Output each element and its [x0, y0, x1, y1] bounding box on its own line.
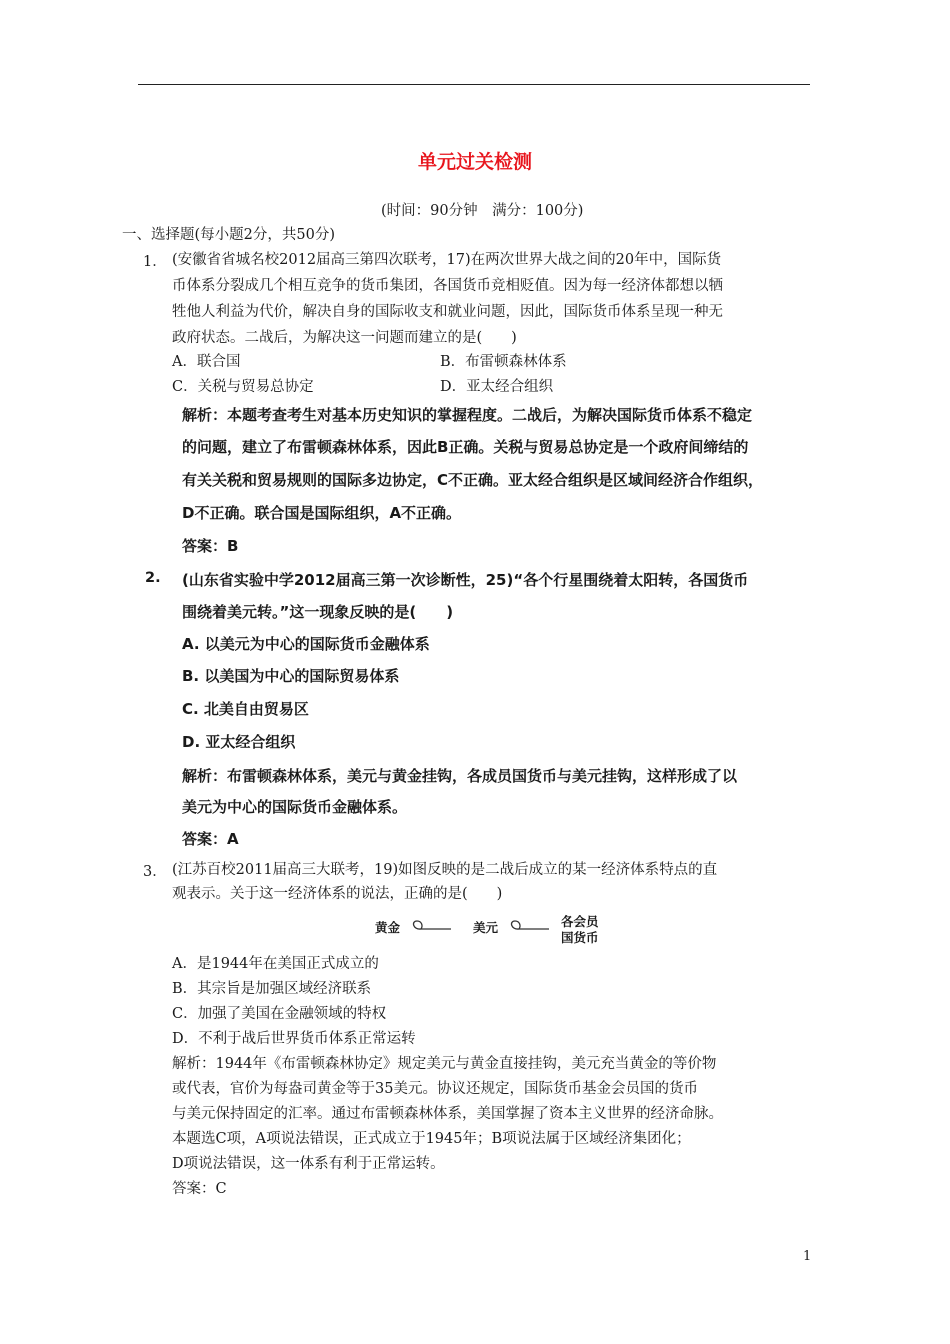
currency-peg-diagram: [375, 912, 615, 946]
question-stem-line: 政府状态。二战后，为解决这一问题而建立的是( ): [172, 330, 517, 346]
answer: 答案：B: [182, 537, 239, 555]
exam-meta: (时间：90分钟 满分：100分): [381, 203, 584, 219]
option-d: D．亚太经合组织: [440, 379, 554, 395]
diagram-dollar-label: 美元: [473, 920, 499, 935]
analysis-line: 解析：本题考查考生对基本历史知识的掌握程度。二战后，为解决国际货币体系不稳定: [182, 406, 753, 424]
analysis-line: 的问题，建立了布雷顿森林体系，因此B正确。关税与贸易总协定是一个政府间缔结的: [182, 438, 749, 456]
diagram-members-label: 各会员: [561, 914, 599, 929]
option-b: B．其宗旨是加强区域经济联系: [172, 981, 372, 997]
option-d: D. 亚太经合组织: [182, 733, 296, 751]
question-stem-line: 牲他人利益为代价，解决自身的国际收支和就业问题，因此，国际货币体系呈现一种无: [172, 304, 723, 320]
question-stem-line: 观表示。关于这一经济体系的说法，正确的是( ): [172, 886, 503, 902]
analysis-line: 有关关税和贸易规则的国际多边协定，C不正确。亚太经合组织是区域间经济合作组织，: [182, 471, 764, 489]
answer: 答案：C: [172, 1181, 227, 1197]
option-c: C．加强了美国在金融领域的特权: [172, 1006, 387, 1022]
option-a: A．联合国: [172, 354, 241, 370]
option-d: D．不利于战后世界货币体系正常运转: [172, 1031, 416, 1047]
diagram-gold-label: 黄金: [375, 920, 401, 935]
analysis-line: 或代表，官价为每盎司黄金等于35美元。协议还规定，国际货币基金会员国的货币: [172, 1081, 698, 1097]
question-number: 2.: [145, 570, 161, 586]
analysis-line: D不正确。联合国是国际组织，A不正确。: [182, 504, 462, 522]
question-stem-line: (山东省实验中学2012届高三第一次诊断性，25)“各个行星围绕着太阳转，各国货币: [182, 571, 749, 589]
analysis-line: 本题选C项，A项说法错误，正式成立于1945年；B项说法属于区域经济集团化；: [172, 1131, 691, 1147]
option-a: A. 以美元为中心的国际货币金融体系: [182, 635, 430, 653]
page-title: 单元过关检测: [417, 151, 532, 173]
diagram-members-label: 国货币: [561, 930, 599, 945]
analysis-line: 解析：布雷顿森林体系，美元与黄金挂钩，各成员国货币与美元挂钩，这样形成了以: [182, 767, 738, 785]
option-c: C．关税与贸易总协定: [172, 379, 314, 395]
analysis-line: 美元为中心的国际货币金融体系。: [182, 798, 408, 816]
option-b: B．布雷顿森林体系: [440, 354, 567, 370]
page-number: 1: [803, 1249, 812, 1264]
analysis-line: 与美元保持固定的汇率。通过布雷顿森林体系，美国掌握了资本主义世界的经济命脉。: [172, 1106, 723, 1122]
analysis-line: 解析：1944年《布雷顿森林协定》规定美元与黄金直接挂钩，美元充当黄金的等价物: [172, 1056, 717, 1072]
analysis-line: D项说法错误，这一体系有利于正常运转。: [172, 1156, 445, 1172]
header-rule: [138, 84, 810, 85]
option-a: A．是1944年在美国正式成立的: [172, 956, 379, 972]
option-c: C. 北美自由贸易区: [182, 700, 309, 718]
answer: 答案：A: [182, 830, 239, 848]
question-stem-line: 币体系分裂成几个相互竞争的货币集团，各国货币竞相贬值。因为每一经济体都想以牺: [172, 278, 723, 294]
link-hook-icon: [407, 918, 453, 934]
question-stem-line: 围绕着美元转。”这一现象反映的是( ): [182, 603, 454, 621]
question-stem-line: (江苏百校2011届高三大联考，19)如图反映的是二战后成立的某一经济体系特点的直: [172, 862, 718, 878]
question-stem-line: (安徽省省城名校2012届高三第四次联考，17)在两次世界大战之间的20年中，国际货: [172, 252, 722, 268]
question-number: 1．: [143, 254, 167, 270]
link-hook-icon: [505, 918, 551, 934]
section-heading: 一、选择题(每小题2分，共50分): [122, 227, 335, 243]
question-number: 3．: [143, 864, 167, 880]
option-b: B. 以美国为中心的国际贸易体系: [182, 667, 400, 685]
